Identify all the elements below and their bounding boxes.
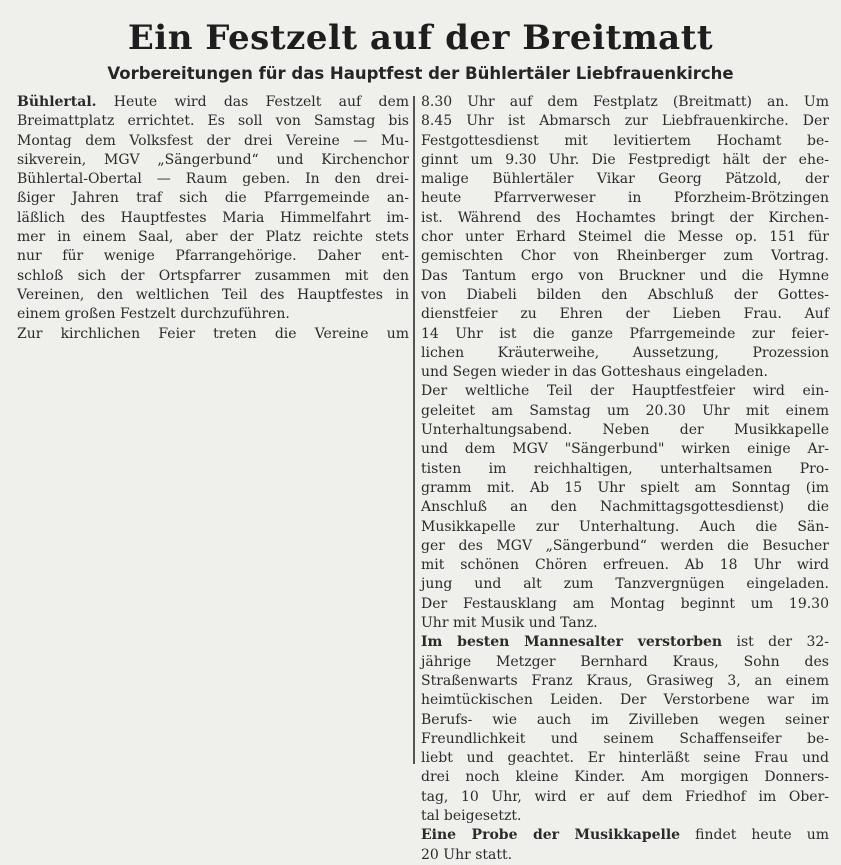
line-text: von Diabeli bilden den Abschluß der Gottes-	[421, 286, 829, 303]
line-text: 20 Uhr statt.	[421, 846, 513, 863]
text-line	[17, 112, 409, 131]
line-text: lichen Kräuterweihe, Aussetzung, Prozession	[421, 344, 829, 361]
text-line	[421, 170, 829, 189]
text-line	[421, 305, 829, 324]
text-line	[17, 151, 409, 170]
line-text: ist der 32-	[722, 634, 830, 651]
line-text: Heute wird das Festzelt auf dem	[96, 94, 409, 110]
text-line	[421, 151, 829, 170]
line-text: und Segen wieder in das Gotteshaus eingeladen.	[421, 364, 768, 381]
text-line	[421, 537, 829, 556]
text-line	[421, 460, 829, 479]
line-text: jung und alt zum Tanzvergnügen eingeladen.	[421, 576, 829, 593]
line-text: nur für wenige Pfarrangehörige. Daher ent-	[17, 248, 409, 265]
column-divider	[413, 96, 415, 764]
text-line	[421, 479, 829, 498]
line-text: Breimattplatz errichtet. Es soll von Samstag bis	[17, 113, 409, 130]
text-line	[421, 595, 829, 614]
text-line	[421, 556, 829, 575]
line-text: dienstfeier zu Ehren der Lieben Frau. Auf	[421, 306, 829, 323]
line-text: Montag dem Volksfest der drei Vereine — Mu-	[17, 132, 409, 149]
line-text: Unterhaltungsabend. Neben der Musikkapelle	[421, 422, 829, 439]
text-line	[421, 325, 829, 344]
text-line	[421, 209, 829, 228]
right-column	[421, 93, 829, 865]
line-text: malige Bühlertäler Vikar Georg Pätzold, der	[421, 171, 829, 188]
line-text: geleitet am Samstag um 20.30 Uhr mit einem	[421, 402, 829, 419]
text-line	[421, 730, 829, 749]
article-headline: Ein Festzelt auf der Breitmatt	[127, 18, 714, 58]
line-text: gramm mit. Ab 15 Uhr spielt am Sonntag (im	[421, 479, 829, 496]
line-text: tal beigesetzt.	[421, 807, 522, 824]
line-text: läßlich des Hauptfestes Maria Himmelfahrt im-	[17, 209, 409, 226]
line-text: Das Tantum ergo von Bruckner und die Hymne	[421, 267, 829, 284]
line-text: 8.30 Uhr auf dem Festplatz (Breitmatt) an. Um	[421, 94, 829, 110]
paragraph-lead: Bühlertal.	[17, 94, 97, 110]
line-text: gemischten Chor von Rheinberger zum Vortrag.	[421, 248, 829, 265]
line-text: schloß sich der Ortspfarrer zusammen mit den	[17, 267, 409, 284]
line-text: Der Festausklang am Montag beginnt um 19.30	[421, 595, 829, 612]
line-text: Festgottesdienst mit levitiertem Hochamt be-	[421, 132, 829, 149]
line-text: tag, 10 Uhr, wird er auf dem Friedhof im Ober-	[421, 788, 829, 805]
paragraph-lead: Eine Probe der Musikkapelle	[421, 827, 681, 844]
line-text: Bühlertal-Obertal — Raum geben. In den drei-	[17, 171, 409, 188]
text-line	[421, 267, 829, 286]
line-text: heimtückischen Leiden. Der Verstorbene war im	[421, 692, 829, 709]
text-line	[421, 575, 829, 594]
text-line	[421, 749, 829, 768]
left-column	[17, 93, 409, 344]
text-line	[17, 209, 409, 228]
line-text: ßiger Jahren traf sich die Pfarrgemeinde an-	[17, 190, 409, 207]
text-line	[421, 440, 829, 459]
line-text: Uhr mit Musik und Tanz.	[421, 615, 598, 632]
text-line	[17, 325, 409, 344]
line-text: mit schönen Chören erfreuen. Ab 18 Uhr wird	[421, 557, 829, 574]
text-line	[421, 498, 829, 517]
line-text: ginnt um 9.30 Uhr. Die Festpredigt hält der ehe-	[421, 151, 829, 168]
line-text: jährige Metzger Bernhard Kraus, Sohn des	[421, 653, 829, 670]
text-line	[421, 247, 829, 266]
line-text: 8.45 Uhr ist Abmarsch zur Liebfrauenkirche. Der	[421, 113, 829, 130]
line-text: heute Pfarrverweser in Pforzheim-Brötzingen	[421, 190, 829, 207]
text-line	[421, 363, 829, 382]
text-line	[421, 711, 829, 730]
text-line	[421, 788, 829, 807]
line-text: einem großen Festzelt durchzuführen.	[17, 306, 290, 323]
line-text: Zur kirchlichen Feier treten die Vereine um	[17, 325, 409, 342]
text-line	[421, 633, 829, 652]
text-line	[421, 691, 829, 710]
text-line	[17, 228, 409, 247]
text-line	[421, 846, 829, 865]
text-line	[17, 132, 409, 151]
line-text: Musikkapelle zur Unterhaltung. Auch die Sän-	[421, 518, 829, 535]
line-text: chor unter Erhard Steimel die Messe op. 151 für	[421, 229, 829, 246]
line-text: mer in einem Saal, aber der Platz reichte stets	[17, 229, 409, 246]
text-line	[421, 344, 829, 363]
text-line	[421, 614, 829, 633]
text-line	[17, 286, 409, 305]
line-text: ist. Während des Hochamtes bringt der Kirchen-	[421, 209, 829, 226]
line-text: liebt und geachtet. Er hinterläßt seine Frau und	[421, 750, 829, 767]
line-text: sikverein, MGV „Sängerbund“ und Kirchenchor	[17, 151, 409, 168]
text-line	[17, 267, 409, 286]
line-text: findet heute um	[680, 827, 829, 844]
text-line	[421, 189, 829, 208]
line-text: Freundlichkeit und seinem Schaffenseifer be-	[421, 730, 829, 747]
text-line	[421, 826, 829, 845]
text-line	[17, 189, 409, 208]
line-text: ger des MGV „Sängerbund“ werden die Besucher	[421, 537, 829, 554]
text-line	[421, 653, 829, 672]
text-line	[421, 132, 829, 151]
text-line	[421, 421, 829, 440]
article-subheadline: Vorbereitungen für das Hauptfest der Bühlertäler Liebfrauenkirche	[107, 64, 734, 83]
line-text: Berufs- wie auch im Zivilleben wegen seiner	[421, 711, 829, 728]
line-text: Vereinen, den weltlichen Teil des Hauptfestes in	[17, 286, 409, 303]
text-line	[17, 305, 409, 324]
text-line	[421, 518, 829, 537]
line-text: und dem MGV "Sängerbund" wirken einige Ar-	[421, 441, 829, 458]
text-line	[421, 228, 829, 247]
text-line	[17, 247, 409, 266]
line-text: Anschluß an den Nachmittagsgottesdienst) die	[421, 499, 829, 516]
line-text: 14 Uhr ist die ganze Pfarrgemeinde zur feier-	[421, 325, 829, 342]
text-line	[17, 93, 409, 112]
line-text: Der weltliche Teil der Hauptfestfeier wird ein-	[421, 383, 829, 400]
text-line	[421, 768, 829, 787]
paragraph-lead: Im besten Mannesalter verstorben	[421, 634, 723, 651]
text-line	[421, 402, 829, 421]
text-line	[421, 286, 829, 305]
text-line	[421, 382, 829, 401]
text-line	[421, 672, 829, 691]
line-text: drei noch kleine Kinder. Am morgigen Donners-	[421, 769, 829, 786]
text-line	[421, 93, 829, 112]
text-line	[421, 112, 829, 131]
text-line	[17, 170, 409, 189]
line-text: Straßenwarts Franz Kraus, Grasiweg 3, an einem	[421, 672, 829, 689]
line-text: tisten im reichhaltigen, unterhaltsamen Pro-	[421, 460, 829, 477]
text-line	[421, 807, 829, 826]
